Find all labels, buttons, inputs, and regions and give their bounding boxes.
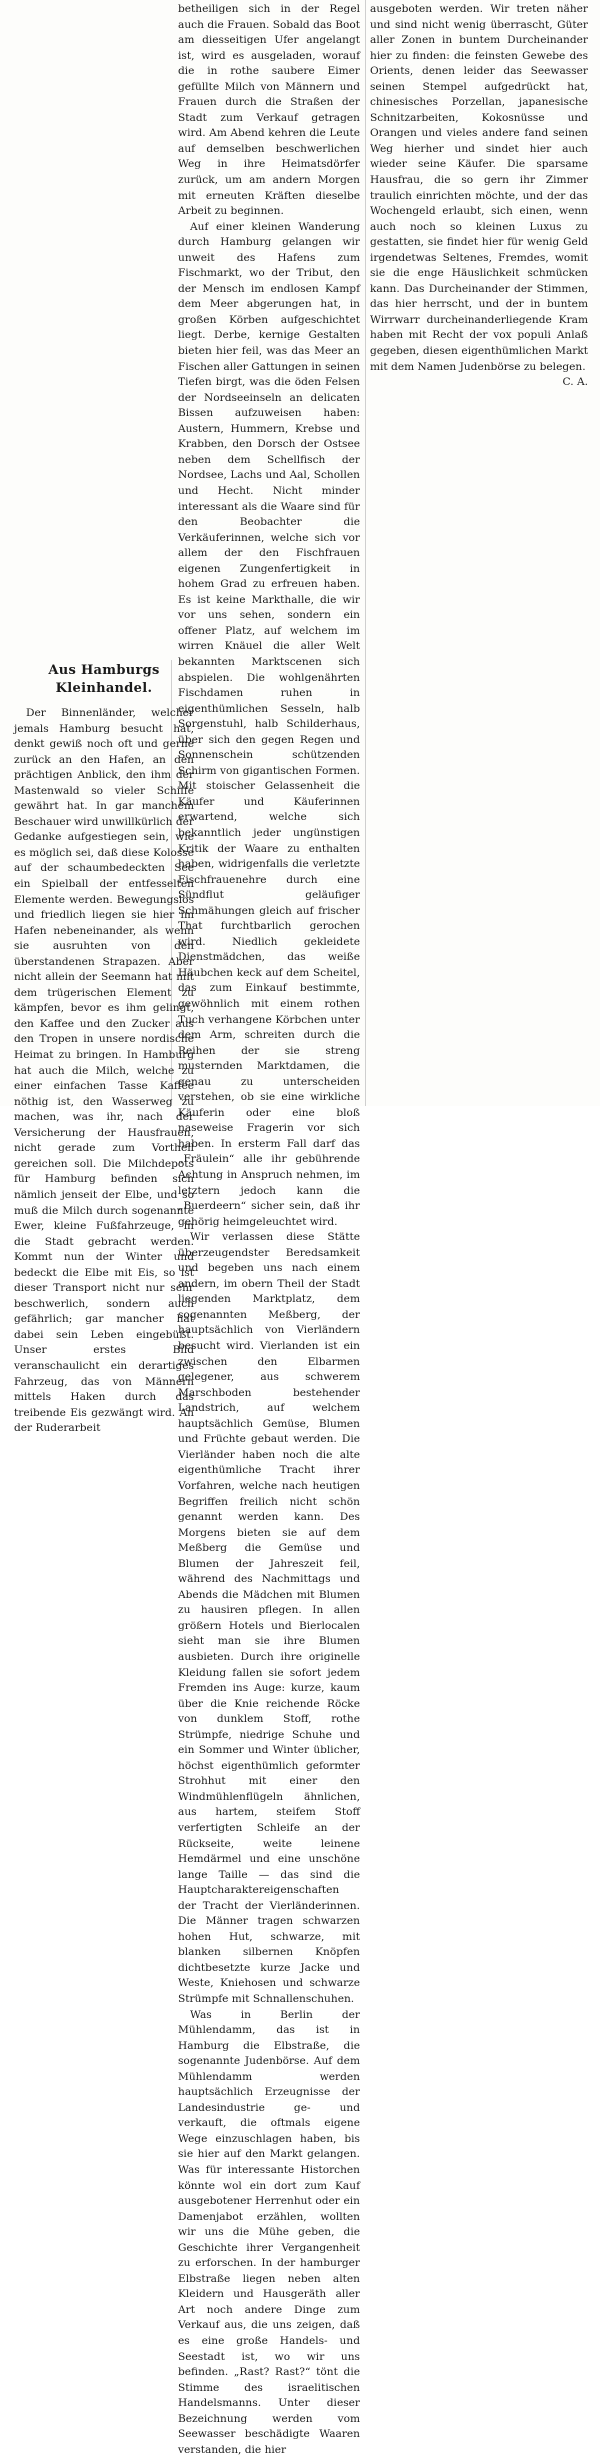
paragraph: Auf einer kleinen Wanderung durch Hamburg gelangen wir unweit des Hafens zum Fischmarkt, wo der Tribut, den der Mensch im endlosen Kampf dem Meer abgerungen hat, in großen Körben aufgeschichtet liegt. Derbe, kernige Gestalten bieten hier feil, was das Meer an Fischen aller Gattungen in seinen Tiefen birgt, was die öden Felsen der Nordseeinseln an delicaten Bissen aufzuweisen haben: Austern, Hummern, Krebse und Krabben, den Dorsch der Ostsee neben dem Schellfisch der Nordsee, Lachs und Aal, Schollen und Hecht. Nicht minder interessant als die Waare sind für den Beobachter die Verkäuferinnen, welche sich vor allem der den Fischfrauen eigenen Zungenfertigkeit in hohem Grad zu erfreuen haben. Es ist keine Markthalle, die wir vor uns sehen, sondern ein offener Platz, auf welchem im wirren Knäuel die aller Welt bekannten Marktscenen sich abspielen. Die wohlgenährten Fischdamen ruhen in eigenthümlichen Sesseln, halb Sorgenstuhl, halb Schilderhaus, über sich den gegen Regen und Sonnenschein schützenden Schirm von gigantischen Formen. Mit stoischer Gelassenheit die Käufer und Käuferinnen erwartend, welche sich bekanntlich jeder ungünstigen Kritik der Waare zu enthalten haben, widrigenfalls die verletzte Fischfrauenehre durch eine Sündflut geläufiger Schmähungen gleich auf frischer That furchtbarlich gerochen wird. Niedlich gekleidete Dienstmädchen, das weiße Häubchen keck auf dem Scheitel, das zum Einkauf bestimmte, gewöhnlich mit einem rothen Tuch verhangene Körbchen unter dem Arm, schreiten durch die Reihen der sie streng musternden Marktdamen, die genau zu unterscheiden verstehen, ob sie eine wirkliche Käuferin oder eine bloß naseweise Fragerin vor sich haben. In ersterm Fall darf das „Fräulein“ alle ihr gebührende Achtung in Anspruch nehmen, im letztern jedoch kann die „Buerdeern“ sicher sein, daß ihr gehörig heimgeleuchtet wird. bbox=[178, 220, 360, 1228]
article-column-2 bbox=[178, 2, 360, 2456]
article-title: Aus Hamburgs Kleinhandel. bbox=[48, 663, 160, 696]
paragraph: betheiligen sich in der Regel auch die Frauen. Sobald das Boot am diesseitigen Ufer angelangt ist, wird es ausgeladen, worauf die in rothe saubere Eimer gefüllte Milch von Männern und Frauen durch die Straßen der Stadt zum Verkauf getragen wird. Am Abend kehren die Leute auf demselben beschwerlichen Weg in ihre Heimatsdörfer zurück, um am andern Morgen mit erneuten Kräften dieselbe Arbeit zu beginnen. bbox=[178, 3, 360, 218]
author-signature: C. A. bbox=[562, 376, 588, 389]
paragraph: Was in Berlin der Mühlendamm, das ist in Hamburg die Elbstraße, die sogenannte Judenbörse. Auf dem Mühlendamm werden hauptsächlich Erzeugnisse der Landesindustrie ge- und verkauft, die oftmals eigene Wege einzuschlagen haben, bis sie hier auf den Markt gelangen. Was für interessante Historchen könnte wol ein dort zum Kauf ausgebotener Herrenhut oder ein Damenjabot erzählen, wollten wir uns die Mühe geben, die Geschichte ihrer Vergangenheit zu erforschen. In der hamburger Elbstraße liegen neben alten Kleidern und Hausgeräth aller Art noch andere Dinge zum Verkauf aus, die uns zeigen, daß es eine große Handels- und Seestadt ist, wo wir uns befinden. „Rast? Rast?“ tönt die Stimme des israelitischen Handelsmanns. Unter dieser Bezeichnung werden vom Seewasser beschädigte Waaren verstanden, die hier bbox=[178, 2008, 360, 2456]
column-divider bbox=[365, 0, 366, 1106]
paragraph: ausgeboten werden. Wir treten näher und sind nicht wenig überrascht, Güter aller Zonen in buntem Durcheinander hier zu finden: die feinsten Gewebe des Orients, denen leider das Seewasser seinen Stempel aufgedrückt hat, chinesisches Porzellan, japanesische Schnitzarbeiten, Kokosnüsse und Orangen und vieles andere fand seinen Weg hierher und sindet hier auch wieder seine Käufer. Die sparsame Hausfrau, die so gern ihr Zimmer traulich einrichten möchte, und der das Wochengeld erlaubt, sich einen, wenn auch noch so kleinen Luxus zu gestatten, sie findet hier für wenig Geld irgendetwas Seltenes, Fremdes, womit sie die enge Häuslichkeit schmücken kann. Das Durcheinander der Stimmen, das hier herrscht, und der in buntem Wirrwarr durcheinanderliegende Kram haben mit Recht der vox populi Anlaß gegeben, diesen eigenthümlichen Markt mit dem Namen Judenbörse zu belegen. bbox=[370, 3, 588, 373]
article-column-1 bbox=[14, 662, 194, 1435]
paragraph: Wir verlassen diese Stätte überzeugendster Beredsamkeit und begeben uns nach einem andern, im obern Theil der Stadt liegenden Marktplatz, dem sogenannten Meßberg, der hauptsächlich von Vierländern besucht wird. Vierlanden ist ein zwischen den Elbarmen gelegener, aus schwerem Marschboden bestehender Landstrich, auf welchem hauptsächlich Gemüse, Blumen und Früchte gebaut werden. Die Vierländer haben noch die alte eigenthümliche Tracht ihrer Vorfahren, welche nach heutigen Begriffen freilich nicht schön genannt werden kann. Des Morgens bieten sie auf dem Meßberg die Gemüse und Blumen der Jahreszeit feil, während des Nachmittags und Abends die Mädchen mit Blumen zu hausiren pflegen. In allen größern Hotels und Bierlocalen sieht man sie ihre Blumen ausbieten. Durch ihre originelle Kleidung fallen sie sofort jedem Fremden ins Auge: kurze, kaum über die Knie reichende Röcke von dunklem Stoff, rothe Strümpfe, niedrige Schuhe und ein Sommer und Winter üblicher, höchst eigenthümlich geformter Strohhut mit einer den Windmühlenflügeln ähnlichen, aus hartem, steifem Stoff verfertigten Schleife an der Rückseite, weite leinene Hemdärmel und eine unschöne lange Taille — das sind die Hauptcharaktereigenschaften der Tracht der Vierländerinnen. Die Männer tragen schwarzen hohen Hut, schwarze, mit blanken silbernen Knöpfen dichtbesetzte kurze Jacke und Weste, Kniehosen und schwarze Strümpfe mit Schnallenschuhen. bbox=[178, 1231, 360, 2005]
article-column-3 bbox=[370, 2, 588, 389]
paragraph: Der Binnenländer, welcher jemals Hamburg besucht hat, denkt gewiß noch oft und gerne zurück an den Hafen, an den prächtigen Anblick, den ihm der Mastenwald so vieler Schiffe gewährt hat. In gar manchem Beschauer wird unwillkürlich der Gedanke aufgestiegen sein, wie es möglich sei, daß diese Kolosse auf der schaumbedeckten See ein Spielball der entfesselten Elemente werden. Bewegungslos und friedlich liegen sie hier im Hafen nebeneinander, als wenn sie ausruhten von den überstandenen Strapazen. Aber nicht allein der Seemann hat mit dem trügerischen Element zu kämpfen, bevor es ihm gelingt, den Kaffee und den Zucker aus den Tropen in unsere nordische Heimat zu bringen. In Hamburg hat auch die Milch, welche zu einer einfachen Tasse Kaffee nöthig ist, den Wasserweg zu machen, was ihr, nach der Versicherung der Hausfrauen, nicht gerade zum Vortheil gereichen soll. Die Milchdepots für Hamburg befinden sich nämlich jenseit der Elbe, und so muß die Milch durch sogenannte Ewer, kleine Fußfahrzeuge, in die Stadt gebracht werden. Kommt nun der Winter und bedeckt die Elbe mit Eis, so ist dieser Transport nicht nur sehr beschwerlich, sondern auch gefährlich; gar mancher hat dabei sein Leben eingebüßt. Unser erstes Bild veranschaulicht ein derartiges Fahrzeug, das von Männern mittels Haken durch das treibende Eis gezwängt wird. An der Ruderarbeit bbox=[14, 707, 194, 1435]
